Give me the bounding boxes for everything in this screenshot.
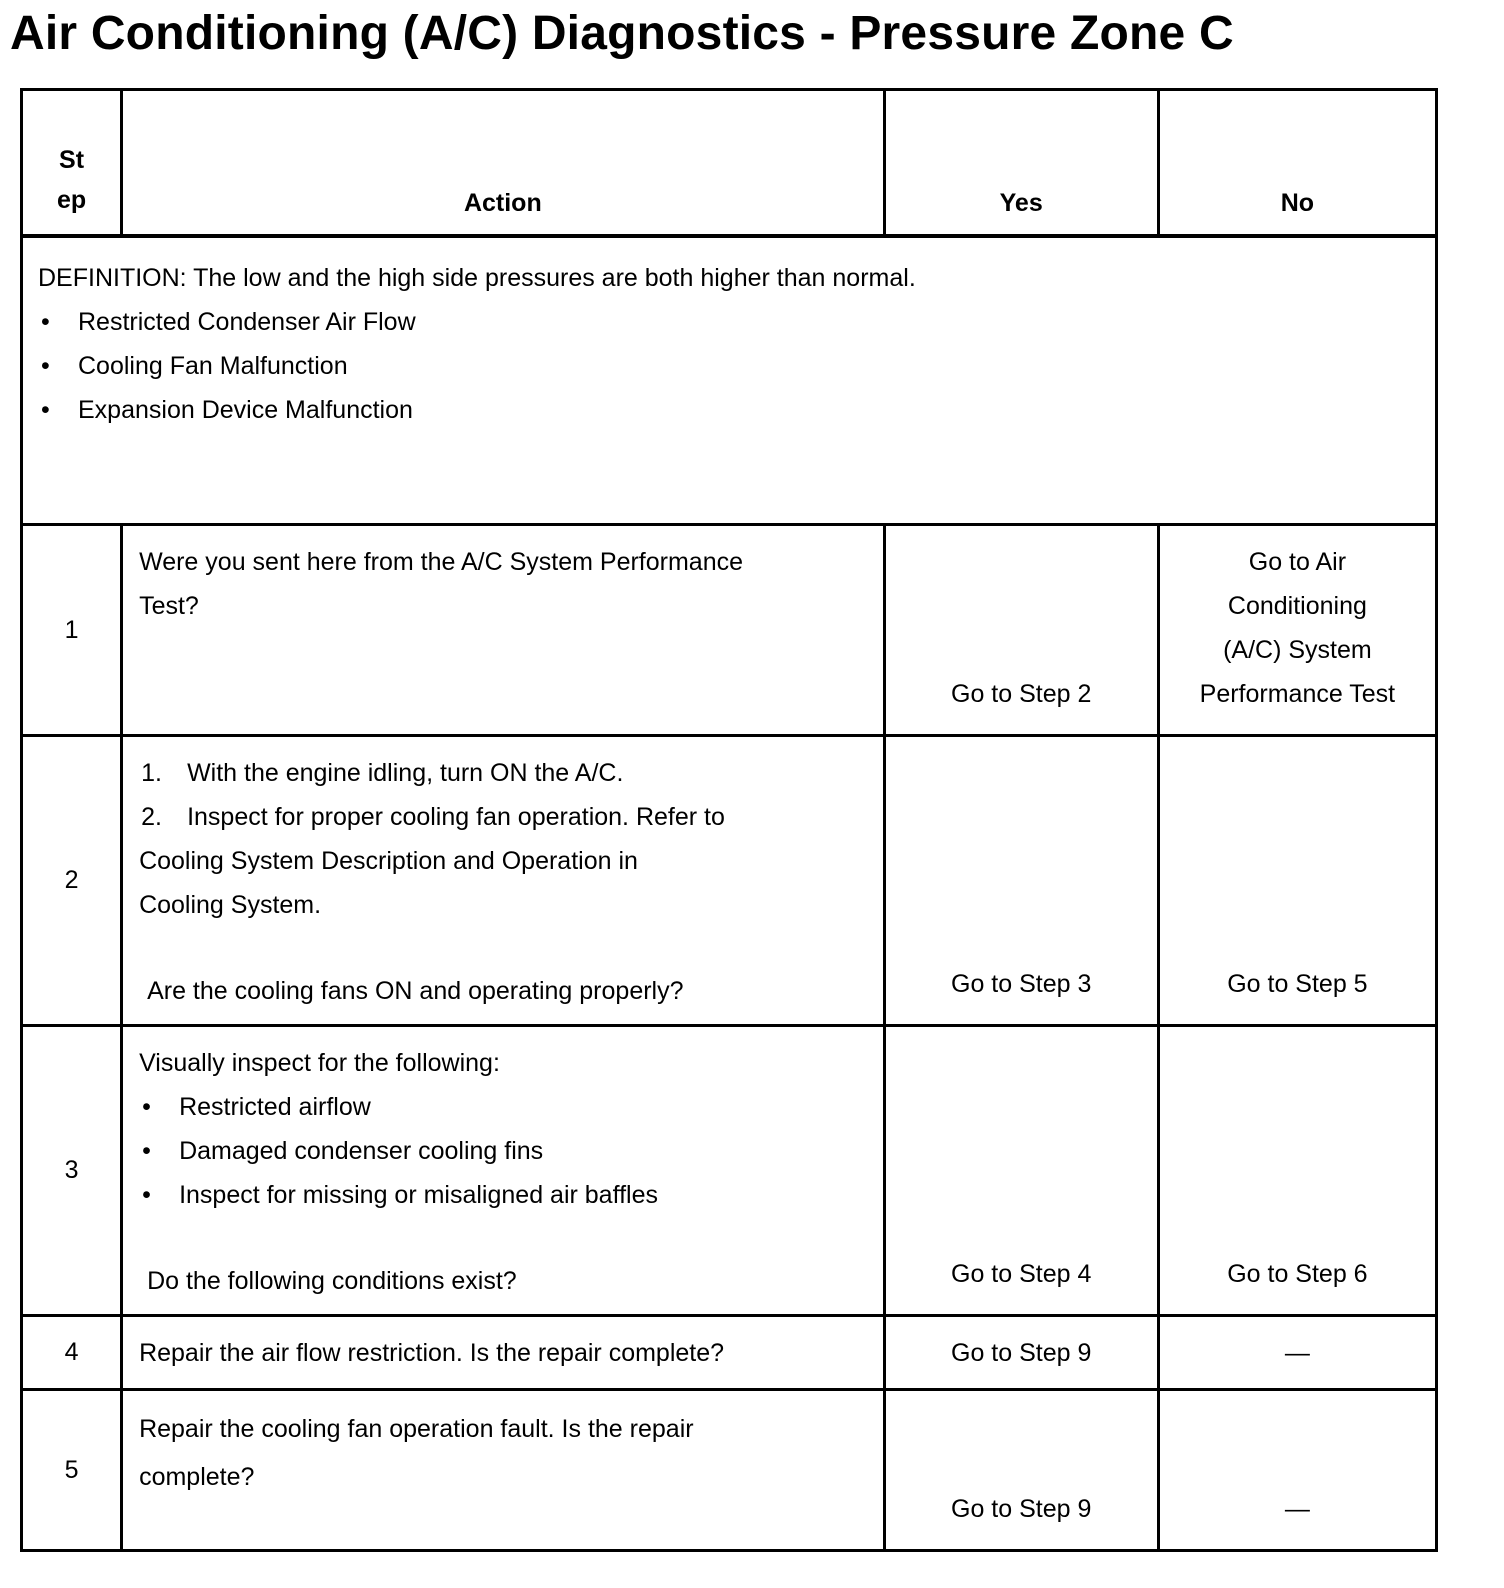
action-bullet-list	[139, 1085, 873, 1217]
list-item	[38, 300, 1425, 344]
action-text: Cooling System Description and Operation in	[139, 847, 638, 875]
action-cell	[122, 736, 885, 1026]
action-question: Do the following conditions exist?	[147, 1267, 517, 1295]
list-item-text: Cooling Fan Malfunction	[78, 351, 348, 380]
no-text: Performance Test	[1199, 680, 1396, 708]
action-cell	[122, 1316, 885, 1390]
bullet-icon: •	[41, 351, 50, 380]
yes-cell: Go to Step 2	[884, 525, 1158, 736]
no-cell: Go to Step 5	[1158, 736, 1436, 1026]
definition-cell	[22, 236, 1437, 525]
list-item-text: Inspect for missing or misaligned air baffles	[179, 1181, 658, 1209]
step-number: 1	[22, 525, 122, 736]
bullet-icon: •	[142, 1181, 151, 1209]
table-row	[22, 1026, 1437, 1316]
definition-text: DEFINITION: The low and the high side pressures are both higher than normal.	[38, 263, 916, 292]
action-text: complete?	[139, 1463, 255, 1491]
list-item	[139, 1173, 873, 1217]
list-item	[38, 388, 1425, 432]
table-header-row	[22, 90, 1437, 236]
yes-cell: Go to Step 9	[884, 1390, 1158, 1551]
header-step-line1: St	[59, 145, 85, 174]
step-number: 4	[22, 1316, 122, 1390]
step-number: 5	[22, 1390, 122, 1551]
action-text: Were you sent here from the A/C System Performance	[139, 548, 744, 576]
table-row	[22, 1316, 1437, 1390]
header-action: Action	[122, 90, 885, 236]
no-cell: —	[1158, 1316, 1436, 1390]
list-item	[139, 751, 873, 795]
no-text: (A/C) System	[1223, 636, 1372, 664]
definition-row	[22, 236, 1437, 525]
list-item-text: Restricted Condenser Air Flow	[78, 307, 416, 336]
action-question: Are the cooling fans ON and operating properly?	[147, 977, 684, 1005]
table-row	[22, 736, 1437, 1026]
no-text: Conditioning	[1227, 592, 1367, 620]
header-yes: Yes	[884, 90, 1158, 236]
bullet-icon: •	[41, 307, 50, 336]
diagnostic-table	[20, 88, 1438, 1552]
list-item-text: Expansion Device Malfunction	[78, 395, 413, 424]
action-text: Repair the air flow restriction. Is the repair complete?	[139, 1338, 725, 1367]
list-item	[139, 795, 873, 839]
table-row	[22, 525, 1437, 736]
list-item-text: With the engine idling, turn ON the A/C.	[187, 759, 624, 787]
no-cell	[1158, 525, 1436, 736]
no-text: Go to Air	[1248, 548, 1347, 576]
no-cell: Go to Step 6	[1158, 1026, 1436, 1316]
action-cell	[122, 1026, 885, 1316]
yes-cell: Go to Step 4	[884, 1026, 1158, 1316]
page-title: Air Conditioning (A/C) Diagnostics - Pressure Zone C	[10, 7, 1234, 60]
bullet-icon: •	[41, 395, 50, 424]
yes-cell: Go to Step 9	[884, 1316, 1158, 1390]
action-cell	[122, 525, 885, 736]
bullet-icon: •	[142, 1137, 151, 1165]
action-text: Cooling System.	[139, 891, 322, 919]
header-step	[22, 90, 122, 236]
header-no: No	[1158, 90, 1436, 236]
no-cell: —	[1158, 1390, 1436, 1551]
list-item-text: Damaged condenser cooling fins	[179, 1137, 544, 1165]
step-number: 2	[22, 736, 122, 1026]
list-item	[139, 1129, 873, 1173]
yes-cell: Go to Step 3	[884, 736, 1158, 1026]
action-text: Repair the cooling fan operation fault. Is the repair	[139, 1415, 694, 1443]
action-text: Visually inspect for the following:	[139, 1049, 500, 1077]
list-number: 1.	[141, 759, 162, 787]
bullet-icon: •	[142, 1093, 151, 1121]
list-item	[38, 344, 1425, 388]
header-step-line2: ep	[56, 185, 87, 214]
action-cell	[122, 1390, 885, 1551]
list-number: 2.	[141, 803, 162, 831]
step-number: 3	[22, 1026, 122, 1316]
list-item-text: Restricted airflow	[179, 1093, 371, 1121]
action-text: Test?	[139, 592, 199, 620]
list-item-text: Inspect for proper cooling fan operation. Refer to	[187, 803, 725, 831]
list-item	[139, 1085, 873, 1129]
table-row	[22, 1390, 1437, 1551]
definition-bullet-list	[38, 300, 1425, 432]
action-numbered-list	[139, 751, 873, 839]
